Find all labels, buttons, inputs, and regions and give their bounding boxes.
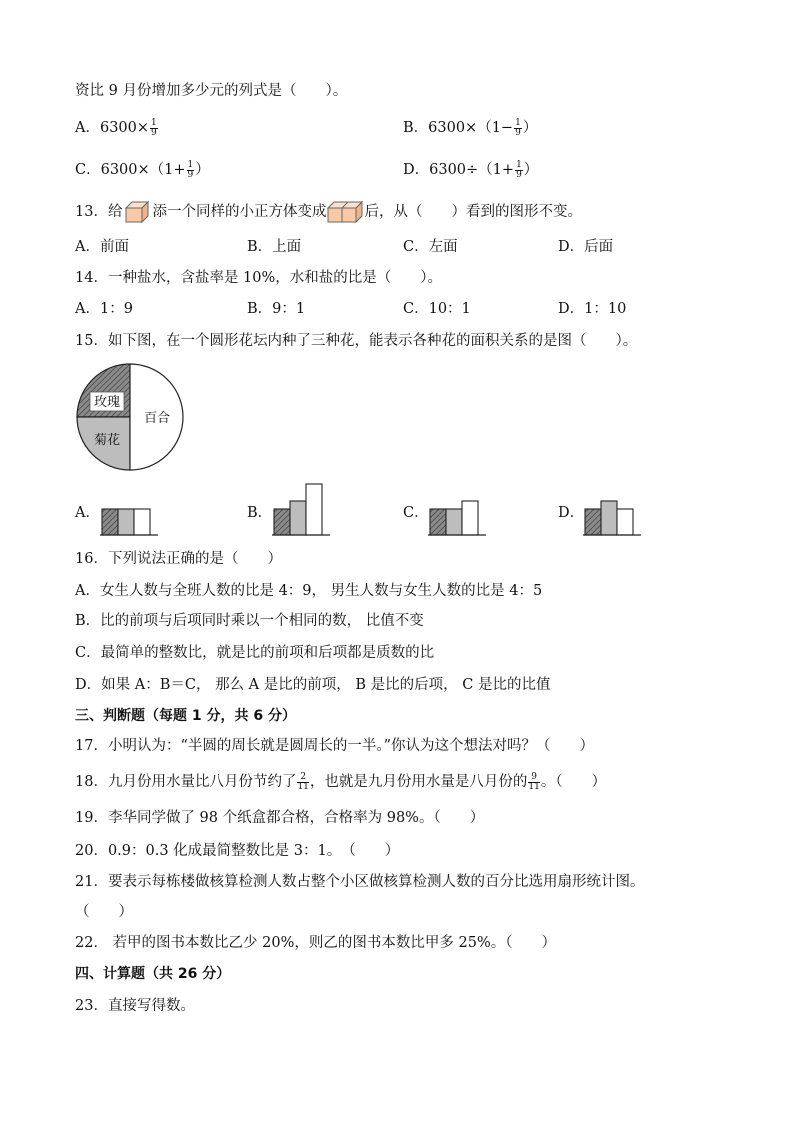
bar-chart-d[interactable] — [583, 480, 643, 536]
q16-option-c[interactable]: C．最简单的整数比，就是比的前项和后项都是质数的比 — [75, 645, 435, 661]
q14-option-d[interactable]: D．1：10 — [558, 301, 627, 317]
option-label: D．6300÷（1+ — [403, 162, 515, 178]
bar-3 — [617, 509, 633, 535]
q13-option-a[interactable]: A．前面 — [75, 239, 129, 255]
pie-label-0: 玫瑰 — [93, 395, 121, 410]
bar-chart-b[interactable] — [272, 480, 332, 536]
bar-2 — [290, 501, 306, 535]
bar-3 — [462, 501, 478, 535]
bar-2 — [446, 509, 462, 535]
pie-label-1: 菊花 — [93, 433, 121, 448]
q17: 17．小明认为：“半圆的周长就是圆周长的一半。”你认为这个想法对吗？（ ） — [75, 738, 595, 754]
q14-stem: 14．一种盐水，含盐率是 10%，水和盐的比是（ ）。 — [75, 270, 443, 286]
bar-chart-a[interactable] — [100, 480, 160, 536]
fraction: $\frac{1}{9}$ — [516, 159, 522, 180]
q20: 20．0.9：0.3 化成最简整数比是 3：1。 （ ） — [75, 843, 400, 859]
fraction: $\frac{2}{11}$ — [297, 771, 309, 792]
q15-option-c-label[interactable]: C． — [403, 505, 429, 521]
q15-option-b-label[interactable]: B． — [247, 505, 273, 521]
fraction: $\frac{1}{9}$ — [151, 117, 157, 138]
q16-option-a[interactable]: A．女生人数与全班人数的比是 4：9， 男生人数与女生人数的比是 4：5 — [75, 583, 543, 599]
q16-stem: 16．下列说法正确的是（ ） — [75, 551, 282, 567]
cube-one-icon — [122, 202, 152, 222]
fraction: $\frac{1}{9}$ — [515, 117, 521, 138]
fraction: $\frac{1}{9}$ — [187, 159, 194, 180]
bar-2 — [601, 501, 617, 535]
q13-option-c[interactable]: C．左面 — [403, 239, 458, 255]
q12-stem: 资比 9 月份增加多少元的列式是（ ）。 — [75, 83, 348, 99]
q22: 22． 若甲的图书本数比乙少 20%，则乙的图书本数比甲多 25%。（ ） — [75, 935, 556, 951]
section-3-heading: 三、判断题（每题 1 分，共 6 分） — [75, 708, 296, 724]
q23: 23．直接写得数。 — [75, 998, 195, 1014]
q15-option-d-label[interactable]: D． — [558, 505, 585, 521]
bar-3 — [134, 509, 150, 535]
q16-option-b[interactable]: B．比的前项与后项同时乘以一个相同的数， 比值不变 — [75, 613, 424, 629]
pie-label-2: 百合 — [143, 411, 171, 426]
bar-1 — [274, 509, 290, 535]
q14-option-a[interactable]: A．1：9 — [75, 301, 133, 317]
flower-pie-chart — [75, 362, 185, 472]
bar-1 — [430, 509, 446, 535]
q21: 21．要表示每栋楼做核算检测人数占整个小区做核算检测人数的百分比选用扇形统计图。 — [75, 874, 645, 890]
option-label: C．6300×（1+ — [75, 162, 186, 178]
q12-option-a[interactable] — [75, 118, 159, 138]
q14-option-c[interactable]: C．10：1 — [403, 301, 471, 317]
q13-option-b[interactable]: B．上面 — [247, 239, 302, 255]
q12-option-b[interactable]: B．6300×（1− $\frac{1}{9}$ ） — [403, 117, 538, 138]
bar-3 — [306, 484, 322, 535]
bar-1 — [585, 509, 601, 535]
q19: 19．李华同学做了 98 个纸盒都合格，合格率为 98%。（ ） — [75, 810, 485, 826]
section-4-heading: 四、计算题（共 26 分） — [75, 966, 231, 982]
q15-stem: 15．如下图，在一个圆形花坛内种了三种花，能表示各种花的面积关系的是图（ ）。 — [75, 333, 638, 349]
bar-1 — [102, 509, 118, 535]
q13-stem: 13．给 添一个同样的小正方体变成 后，从（ ）看到的图形不变。 — [75, 204, 582, 220]
bar-2 — [118, 509, 134, 535]
q15-option-a-label[interactable]: A． — [75, 505, 100, 521]
q16-option-d[interactable]: D．如果 A：B＝C， 那么 A 是比的前项， B 是比的后项， C 是比的比值 — [75, 677, 551, 693]
q14-option-b[interactable]: B．9：1 — [247, 301, 306, 317]
fraction: $\frac{9}{11}$ — [528, 771, 540, 792]
q12-option-c[interactable]: C．6300×（1+ $\frac{1}{9}$ ） — [75, 159, 210, 180]
q13-option-d[interactable]: D．后面 — [558, 239, 614, 255]
q18: 18．九月份用水量比八月份节约了 $\frac{2}{11}$ ，也就是九月份用水量是八月份的 $\frac{9}{11}$ 。（ ） — [75, 771, 607, 792]
q12-option-d[interactable]: D．6300÷（1+ $\frac{1}{9}$ ） — [403, 159, 539, 180]
q21-answer-blank[interactable]: （ ） — [75, 904, 133, 920]
bar-chart-c[interactable] — [428, 480, 488, 536]
option-label: B．6300×（1− — [403, 120, 514, 136]
option-label: A．6300× — [75, 120, 150, 136]
cube-two-icon — [326, 202, 364, 222]
